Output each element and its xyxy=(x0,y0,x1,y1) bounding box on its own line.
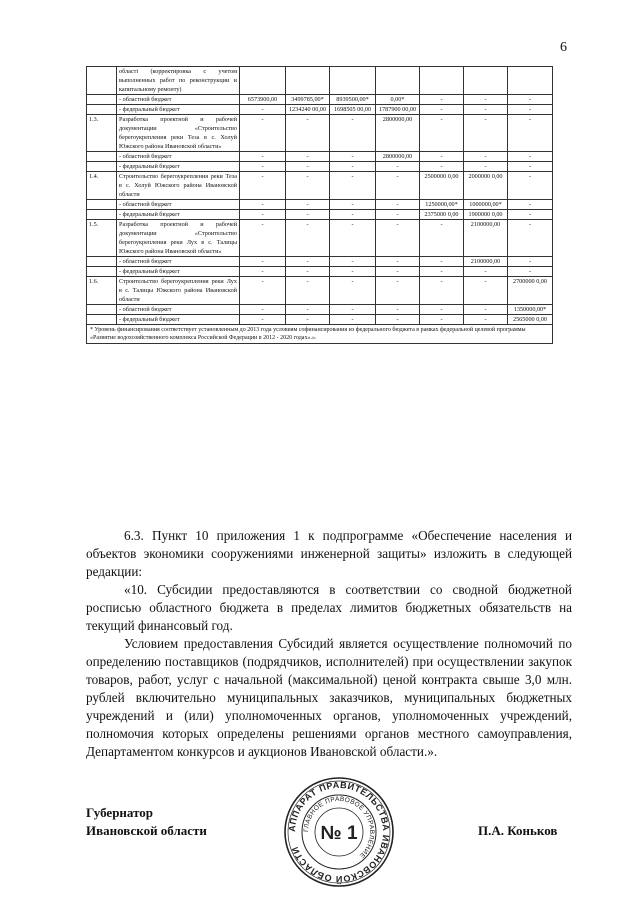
row-name: - областной бюджет xyxy=(117,257,240,267)
row-name: Строительство берегоукрепления реки Теза в с. Холуй Южского района Ивановской области xyxy=(117,172,240,200)
table-row xyxy=(87,200,553,210)
seal-inner-text: ГЛАВНОЕ ПРАВОВОЕ УПРАВЛЕНИЕ xyxy=(302,795,376,860)
paragraph: Условием предоставления Субсидий является осуществление полномочий по определению поставщиков (подрядчиков, исполнителей) при осуществлении закупок товаров, работ, услуг с начальной (максимальной) ценой контракта свыше 3,0 млн. рублей включительно муниципальных заказчиков, муниципальных бюджетных учреждений и (или) уполномоченных органов, уполномоченных учреждений, полномочия которых определены решениями органов местного самоуправления, Департаментом конкурсов и аукционов Ивановской области.». xyxy=(86,636,572,759)
row-name: - федеральный бюджет xyxy=(117,210,240,220)
table-row xyxy=(87,105,553,115)
value-cell: 1787900 00,00 xyxy=(376,105,420,115)
value-cell: - xyxy=(376,172,420,200)
table-row xyxy=(87,115,553,152)
signature-title-line1: Губернатор xyxy=(86,805,154,820)
row-name: - областной бюджет xyxy=(117,152,240,162)
value-cell: 2100000,00 xyxy=(464,220,508,257)
value-cell: - xyxy=(330,267,376,277)
row-name: - федеральный бюджет xyxy=(117,267,240,277)
value-cell xyxy=(376,67,420,95)
value-cell: 2700000 0,00 xyxy=(508,277,553,305)
value-cell: - xyxy=(286,210,330,220)
value-cell xyxy=(286,67,330,95)
value-cell: - xyxy=(376,277,420,305)
value-cell: - xyxy=(286,305,330,315)
value-cell: - xyxy=(240,277,286,305)
value-cell: - xyxy=(286,267,330,277)
official-seal xyxy=(283,776,395,888)
value-cell: - xyxy=(240,200,286,210)
value-cell: - xyxy=(330,315,376,325)
value-cell: - xyxy=(330,277,376,305)
table-row xyxy=(87,267,553,277)
row-number xyxy=(87,152,117,162)
row-number xyxy=(87,67,117,95)
signature-title xyxy=(86,804,207,840)
table-row xyxy=(87,305,553,315)
value-cell: - xyxy=(330,152,376,162)
value-cell: - xyxy=(330,115,376,152)
value-cell: - xyxy=(330,172,376,200)
value-cell: 2500000 0,00 xyxy=(420,172,464,200)
value-cell: 2565000 0,00 xyxy=(508,315,553,325)
value-cell: - xyxy=(464,162,508,172)
paragraph: 6.3. Пункт 10 приложения 1 к подпрограмме «Обеспечение населения и объектов экономики сооружениями инженерной защиты» изложить в следующей редакции: xyxy=(86,528,572,579)
value-cell: - xyxy=(240,162,286,172)
value-cell: 2800000,00 xyxy=(376,115,420,152)
value-cell: - xyxy=(508,115,553,152)
value-cell: - xyxy=(420,267,464,277)
row-number xyxy=(87,105,117,115)
value-cell: - xyxy=(420,105,464,115)
value-cell: - xyxy=(240,172,286,200)
row-number xyxy=(87,305,117,315)
value-cell: 2800000,00 xyxy=(376,152,420,162)
value-cell: - xyxy=(508,267,553,277)
value-cell: - xyxy=(330,305,376,315)
value-cell: 2100000,00 xyxy=(464,257,508,267)
value-cell: - xyxy=(240,115,286,152)
table-row xyxy=(87,220,553,257)
value-cell: - xyxy=(330,200,376,210)
value-cell: - xyxy=(376,220,420,257)
row-name: Строительство берегоукрепления реки Лух в с. Талицы Южского района Ивановской области xyxy=(117,277,240,305)
value-cell: - xyxy=(464,277,508,305)
value-cell: 1000000,00* xyxy=(464,200,508,210)
value-cell: - xyxy=(508,162,553,172)
value-cell: - xyxy=(420,305,464,315)
row-name: - областной бюджет xyxy=(117,95,240,105)
row-name: Разработка проектной и рабочей документации «Строительство берегоукрепления реки Теза в с. Холуй Южского района Ивановской области» xyxy=(117,115,240,152)
value-cell: - xyxy=(464,267,508,277)
value-cell: - xyxy=(420,277,464,305)
value-cell: - xyxy=(464,315,508,325)
row-name: - федеральный бюджет xyxy=(117,105,240,115)
value-cell: - xyxy=(464,115,508,152)
value-cell xyxy=(240,67,286,95)
value-cell: - xyxy=(508,172,553,200)
value-cell: - xyxy=(420,152,464,162)
value-cell: - xyxy=(240,305,286,315)
table-footnote: * Уровень финансирования соответствует установленным до 2013 года условиям софинансирования из федерального бюджета в рамках федеральной целевой программы «Развитие водохозяйственного комплекса Российской Федерации в 2012 - 2020 годах».». xyxy=(87,325,553,344)
value-cell: 8939500,00* xyxy=(330,95,376,105)
value-cell: - xyxy=(240,210,286,220)
value-cell: 1350000,00* xyxy=(508,305,553,315)
value-cell: - xyxy=(508,200,553,210)
value-cell: - xyxy=(420,162,464,172)
value-cell: - xyxy=(286,257,330,267)
value-cell: - xyxy=(286,162,330,172)
row-number xyxy=(87,95,117,105)
value-cell: - xyxy=(464,95,508,105)
seal-outer-text: АППАРАТ ПРАВИТЕЛЬСТВА ИВАНОВСКОЙ ОБЛАСТИ xyxy=(286,779,392,885)
value-cell: - xyxy=(240,257,286,267)
value-cell: - xyxy=(286,172,330,200)
value-cell: - xyxy=(508,210,553,220)
value-cell: - xyxy=(420,220,464,257)
row-number: 1.6. xyxy=(87,277,117,305)
row-number xyxy=(87,210,117,220)
table-row xyxy=(87,210,553,220)
row-name: - областной бюджет xyxy=(117,200,240,210)
value-cell: - xyxy=(286,277,330,305)
value-cell: - xyxy=(464,152,508,162)
signature-title-line2: Ивановской области xyxy=(86,823,207,838)
value-cell: 2375000 0,00 xyxy=(420,210,464,220)
table-row xyxy=(87,152,553,162)
value-cell: - xyxy=(240,220,286,257)
table-row xyxy=(87,67,553,95)
value-cell: - xyxy=(420,315,464,325)
value-cell: - xyxy=(420,115,464,152)
value-cell: - xyxy=(240,267,286,277)
table-row xyxy=(87,257,553,267)
table-row xyxy=(87,162,553,172)
value-cell: - xyxy=(286,315,330,325)
value-cell: - xyxy=(376,257,420,267)
value-cell: - xyxy=(330,210,376,220)
row-name: - областной бюджет xyxy=(117,305,240,315)
value-cell xyxy=(420,67,464,95)
row-number xyxy=(87,257,117,267)
row-name: Разработка проектной и рабочей документации «Строительство берегоукрепления реки Лух в с. Талицы Южского района Ивановской области» xyxy=(117,220,240,257)
value-cell: 1250000,00* xyxy=(420,200,464,210)
value-cell: 1234240 00,00 xyxy=(286,105,330,115)
signature-name: П.А. Коньков xyxy=(478,823,558,838)
value-cell: - xyxy=(376,200,420,210)
value-cell: - xyxy=(286,115,330,152)
value-cell: 1900000 0,00 xyxy=(464,210,508,220)
row-number: 1.4. xyxy=(87,172,117,200)
value-cell xyxy=(464,67,508,95)
row-number xyxy=(87,200,117,210)
paragraph: «10. Субсидии предоставляются в соответствии со сводной бюджетной росписью областного бюджета в пределах лимитов бюджетных обязательств на текущий финансовый год. xyxy=(86,582,572,633)
page-number: 6 xyxy=(560,40,567,55)
value-cell: - xyxy=(240,105,286,115)
value-cell: - xyxy=(330,257,376,267)
table-row xyxy=(87,277,553,305)
seal-number: № 1 xyxy=(320,823,358,844)
value-cell: - xyxy=(376,162,420,172)
value-cell: - xyxy=(286,220,330,257)
table-footnote-row xyxy=(87,325,553,344)
value-cell: - xyxy=(240,315,286,325)
row-name: області (корректировка с учетом выполненных работ по реконструкции и капитальному ремонту) xyxy=(117,67,240,95)
budget-table xyxy=(86,66,553,344)
value-cell: 6573900,00 xyxy=(240,95,286,105)
value-cell: - xyxy=(240,152,286,162)
row-number xyxy=(87,315,117,325)
value-cell: - xyxy=(464,305,508,315)
value-cell: - xyxy=(420,257,464,267)
value-cell: - xyxy=(508,152,553,162)
table-row xyxy=(87,315,553,325)
value-cell: - xyxy=(286,200,330,210)
row-number xyxy=(87,267,117,277)
value-cell: - xyxy=(420,95,464,105)
value-cell: 0,00* xyxy=(376,95,420,105)
value-cell: - xyxy=(508,95,553,105)
value-cell: - xyxy=(376,267,420,277)
value-cell: - xyxy=(508,105,553,115)
row-number: 1.3. xyxy=(87,115,117,152)
value-cell: - xyxy=(376,210,420,220)
value-cell xyxy=(330,67,376,95)
value-cell: 2000000 0,00 xyxy=(464,172,508,200)
value-cell: - xyxy=(330,220,376,257)
row-name: - федеральный бюджет xyxy=(117,315,240,325)
value-cell: - xyxy=(464,105,508,115)
row-number xyxy=(87,162,117,172)
value-cell: - xyxy=(508,220,553,257)
value-cell: - xyxy=(376,305,420,315)
value-cell: - xyxy=(508,257,553,267)
value-cell: 3499785,00* xyxy=(286,95,330,105)
row-number: 1.5. xyxy=(87,220,117,257)
value-cell: - xyxy=(376,315,420,325)
table-row xyxy=(87,95,553,105)
value-cell: - xyxy=(330,162,376,172)
value-cell: - xyxy=(286,152,330,162)
table-row xyxy=(87,172,553,200)
value-cell: 1698505 00,00 xyxy=(330,105,376,115)
value-cell xyxy=(508,67,553,95)
main-text xyxy=(86,527,572,761)
row-name: - федеральный бюджет xyxy=(117,162,240,172)
